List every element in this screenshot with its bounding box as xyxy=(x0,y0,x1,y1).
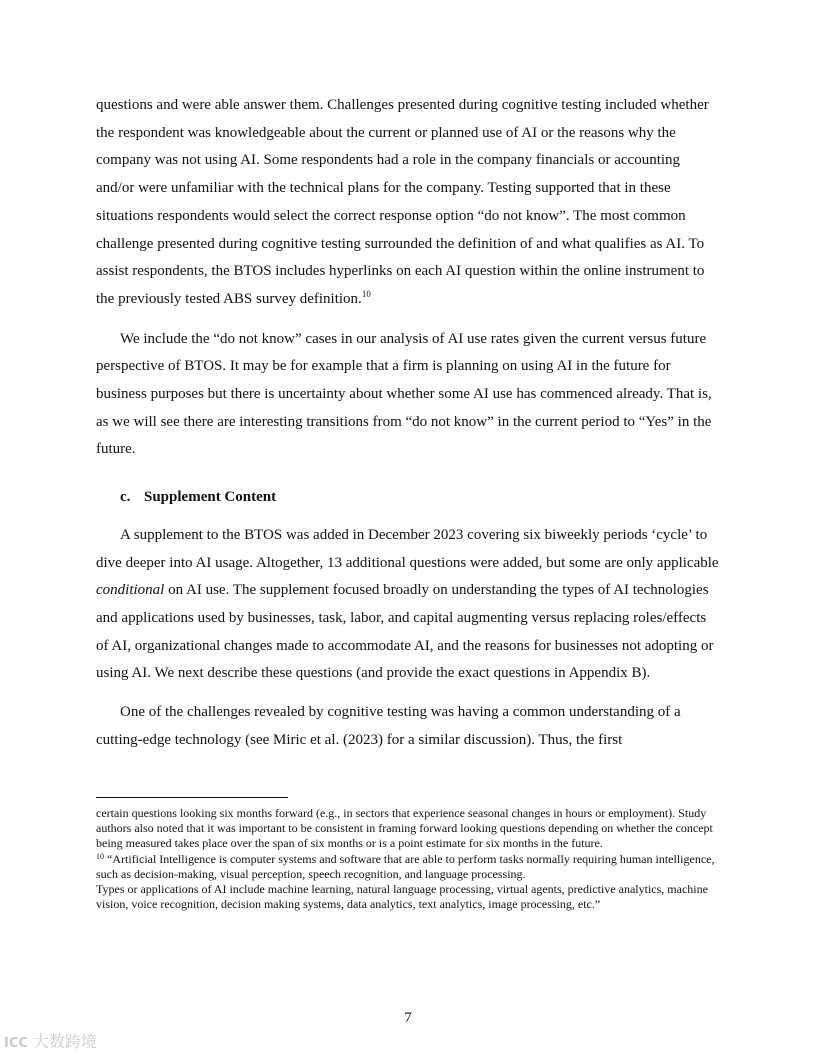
paragraph-1-text: questions and were able answer them. Challenges presented during cognitive testing included whether the respondent was knowledgeable about the current or planned use of AI or the reasons why the company was not using AI. Some respondents had a role in the company financials or accounting and/or were unfamiliar with the technical plans for the company. Testing supported that in these situations respondents would select the correct response option “do not know”. The most common challenge presented during cognitive testing surrounded the definition of and what qualifies as AI. To assist respondents, the BTOS includes hyperlinks on each AI question within the online instrument to the previously tested ABS survey definition. xyxy=(96,97,709,307)
footnote-ref-10[interactable]: 10 xyxy=(361,288,371,299)
paragraph-2: We include the “do not know” cases in our analysis of AI use rates given the current versus future perspective of BTOS. It may be for example that a firm is planning on using AI in the future for business purposes but there is uncertainty about whether some AI use has commenced already. That is, as we will see there are interesting transitions from “do not know” in the current period to “Yes” in the future. xyxy=(96,330,712,458)
watermark-logo-icon: ICC xyxy=(4,1036,28,1051)
paragraph-3-text-a: A supplement to the BTOS was added in December 2023 covering six biweekly periods ‘cycle’ to dive deeper into AI usage. Altogether, 13 additional questions were added, but some are only applicable xyxy=(96,526,719,571)
page-number: 7 xyxy=(404,1010,412,1026)
footnote-continued: certain questions looking six months forward (e.g., in sectors that experience seasonal changes in hours or employment). Study authors also noted that it was important to be consistent in framing forward looking questions depending on whether the concept being measured takes place over the span of six months or is a point estimate for six months in the future. xyxy=(96,806,713,851)
paragraph-4: One of the challenges revealed by cognitive testing was having a common understanding of a cutting-edge technology (see Miric et al. (2023) for a similar discussion). Thus, the first xyxy=(96,704,681,748)
footnote-10-continued: Types or applications of AI include machine learning, natural language processing, virtual agents, predictive analytics, machine vision, voice recognition, decision making systems, data analytics, text analytics, image processing, etc.” xyxy=(96,882,708,912)
footnote-divider xyxy=(96,797,288,798)
paragraph-3 xyxy=(96,522,720,688)
section-heading xyxy=(120,484,720,512)
paragraph-1 xyxy=(96,92,720,314)
footnote-10 xyxy=(96,852,720,882)
paragraph-3-emphasis: conditional xyxy=(96,582,165,599)
paragraph-3-text-b: on AI use. The supplement focused broadly on understanding the types of AI technologies and applications used by businesses, task, labor, and capital augmenting versus replacing roles/effects of AI, organizational changes made to accommodate AI, and the reasons for businesses not adopting or using AI. We next describe these questions (and provide the exact questions in Appendix B). xyxy=(96,582,714,682)
section-label: c. xyxy=(120,489,131,506)
footnote-10-number: 10 xyxy=(96,851,104,861)
watermark xyxy=(4,1029,97,1052)
section-title: Supplement Content xyxy=(144,489,277,506)
watermark-text: 大数跨境 xyxy=(33,1032,98,1051)
page-body xyxy=(96,92,720,754)
footnotes xyxy=(96,806,720,912)
footnote-10-text: “Artificial Intelligence is computer systems and software that are able to perform tasks normally requiring human intelligence, such as decision-making, visual perception, speech recognition, and language processing. xyxy=(96,851,715,881)
